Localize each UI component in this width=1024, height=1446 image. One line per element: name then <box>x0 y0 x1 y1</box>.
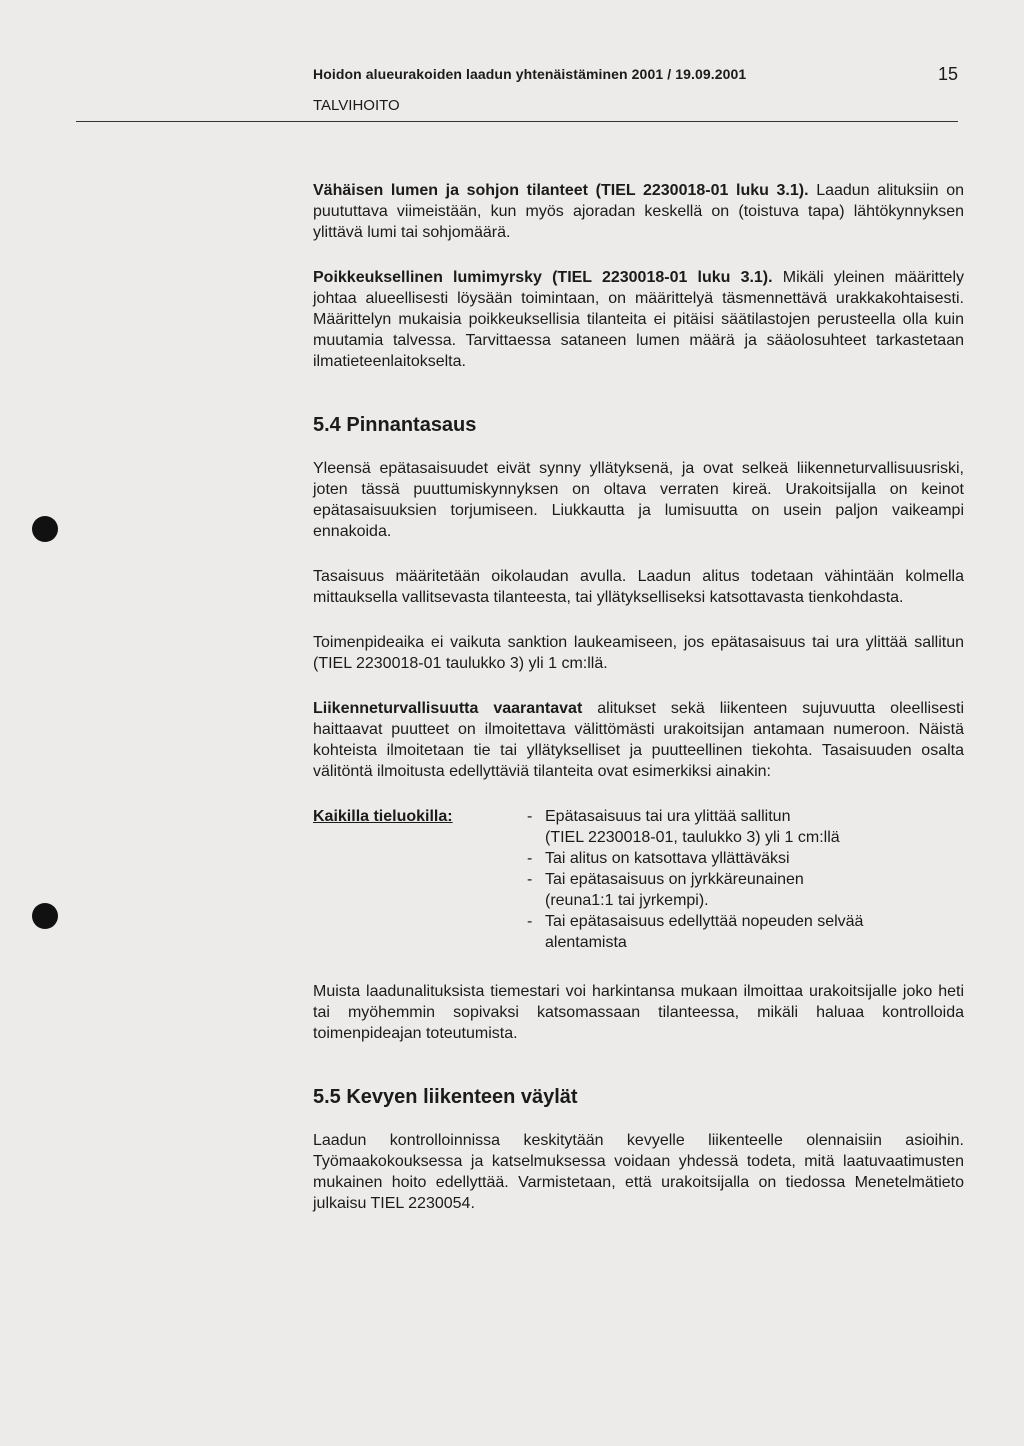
paragraph-body: alitukset sekä liikenteen sujuvuutta oleellisesti haittaavat puutteet on ilmoitettava välittömästi urakoitsijan antamaan numeroon. Näistä kohteista ilmoitetaan tie tai yllätykselliset ja puutteellinen tiekohta. Tasaisuuden osalta välitöntä ilmoitusta edellyttäviä tilanteita ovat esimerkiksi ainakin: <box>313 700 964 780</box>
conditions-list <box>527 806 964 953</box>
heading-5-5: 5.5 Kevyen liikenteen väylät <box>313 1086 578 1108</box>
page-content <box>313 180 964 1238</box>
list-item <box>527 848 964 869</box>
list-item-text: alentamista <box>545 934 627 951</box>
paragraph-kevyen-liikenteen: Laadun kontrolloinnissa keskitytään kevyelle liikenteelle olennaisiin asioihin. Työmaakokouksessa ja katselmuksessa voidaan yhdessä todeta, mitä laatuvaatimusten mukainen hoito edellyttää. Varmistetaan, että urakoitsijalla on tiedossa Menetelmätieto julkaisu TIEL 2230054. <box>313 1132 964 1212</box>
paragraph-lumimyrsky <box>313 267 964 372</box>
paragraph-lead-bold: Liikenneturvallisuutta vaarantavat <box>313 700 583 717</box>
paragraph-lead-bold: Poikkeuksellinen lumimyrsky (TIEL 2230018-01 luku 3.1). <box>313 269 773 286</box>
paragraph-pinnantasaus-3: Toimenpideaika ei vaikuta sanktion laukeamiseen, jos epätasaisuus tai ura ylittää sallitun (TIEL 2230018-01 taulukko 3) yli 1 cm:llä. <box>313 634 964 672</box>
list-item <box>527 806 964 827</box>
list-dash <box>527 827 545 848</box>
list-dash <box>527 890 545 911</box>
paragraph-vahaisen-lumen <box>313 180 964 243</box>
paragraph-body: Mikäli yleinen määrittely johtaa alueellisesti löysään toimintaan, on määrittelyä täsmennettävä urakkakohtaisesti. Määrittelyn mukaisia poikkeuksellisia tilanteita ei pitäisi säätilastojen perusteella olla kuin muutamia talvessa. Tarvittaessa sataneen lumen määrä ja sääolosuhteet tarkastetaan ilmatieteenlaitokselta. <box>313 269 964 370</box>
list-item-text: Tai epätasaisuus on jyrkkäreunainen <box>545 871 804 888</box>
tieluokat-list-block <box>313 806 964 953</box>
list-dash <box>527 932 545 953</box>
list-item-text: Tai epätasaisuus edellyttää nopeuden selvää <box>545 913 864 930</box>
list-item <box>527 890 964 911</box>
list-item-text: (TIEL 2230018-01, taulukko 3) yli 1 cm:llä <box>545 829 840 846</box>
paragraph-pinnantasaus-1: Yleensä epätasaisuudet eivät synny yllätyksenä, ja ovat selkeä liikenneturvallisuusriski, joten tässä puuttumiskynnyksen on oltava verraten kireä. Urakoitsijalla on keinot epätasaisuuksien torjumiseen. Liukkautta ja lumisuutta on usein paljon vaikeampi ennakoida. <box>313 460 964 540</box>
punch-hole-top <box>32 516 58 542</box>
punch-hole-bottom <box>32 903 58 929</box>
list-item-text: Tai alitus on katsottava yllättäväksi <box>545 850 790 867</box>
list-dash: - <box>527 850 533 867</box>
heading-5-4: 5.4 Pinnantasaus <box>313 414 477 436</box>
list-item <box>527 911 964 932</box>
list-item <box>527 932 964 953</box>
header-rule <box>76 121 958 122</box>
page-number: 15 <box>938 64 959 84</box>
paragraph-muista-laadunalituksista: Muista laadunalituksista tiemestari voi harkintansa mukaan ilmoittaa urakoitsijalle joko heti tai myöhemmin sopivaksi katsomassaan tilanteessa, mikäli haluaa kontrolloida toimenpideajan toteutumista. <box>313 983 964 1042</box>
running-header-title: Hoidon alueurakoiden laadun yhtenäistäminen 2001 / 19.09.2001 <box>313 66 747 82</box>
paragraph-liikenneturvallisuus <box>313 698 964 782</box>
list-dash: - <box>527 871 533 888</box>
list-item <box>527 827 964 848</box>
list-item <box>527 869 964 890</box>
list-dash: - <box>527 808 533 825</box>
list-dash: - <box>527 913 533 930</box>
list-item-text: Epätasaisuus tai ura ylittää sallitun <box>545 808 791 825</box>
paragraph-body: Laadun alituksiin on puututtava viimeistään, kun myös ajoradan keskellä on (toistuva tapa) lähtökynnyksen ylittävä lumi tai sohjomäärä. <box>313 182 964 241</box>
paragraph-pinnantasaus-2: Tasaisuus määritetään oikolaudan avulla. Laadun alitus todetaan vähintään kolmella mittauksella vallitsevasta tilanteesta, tai yllätykselliseksi katsottavasta tienkohdasta. <box>313 568 964 606</box>
running-header-section: TALVIHOITO <box>313 97 400 114</box>
list-item-text: (reuna1:1 tai jyrkempi). <box>545 892 709 909</box>
list-label: Kaikilla tieluokilla: <box>313 808 453 825</box>
paragraph-lead-bold: Vähäisen lumen ja sohjon tilanteet (TIEL 2230018-01 luku 3.1). <box>313 182 809 199</box>
